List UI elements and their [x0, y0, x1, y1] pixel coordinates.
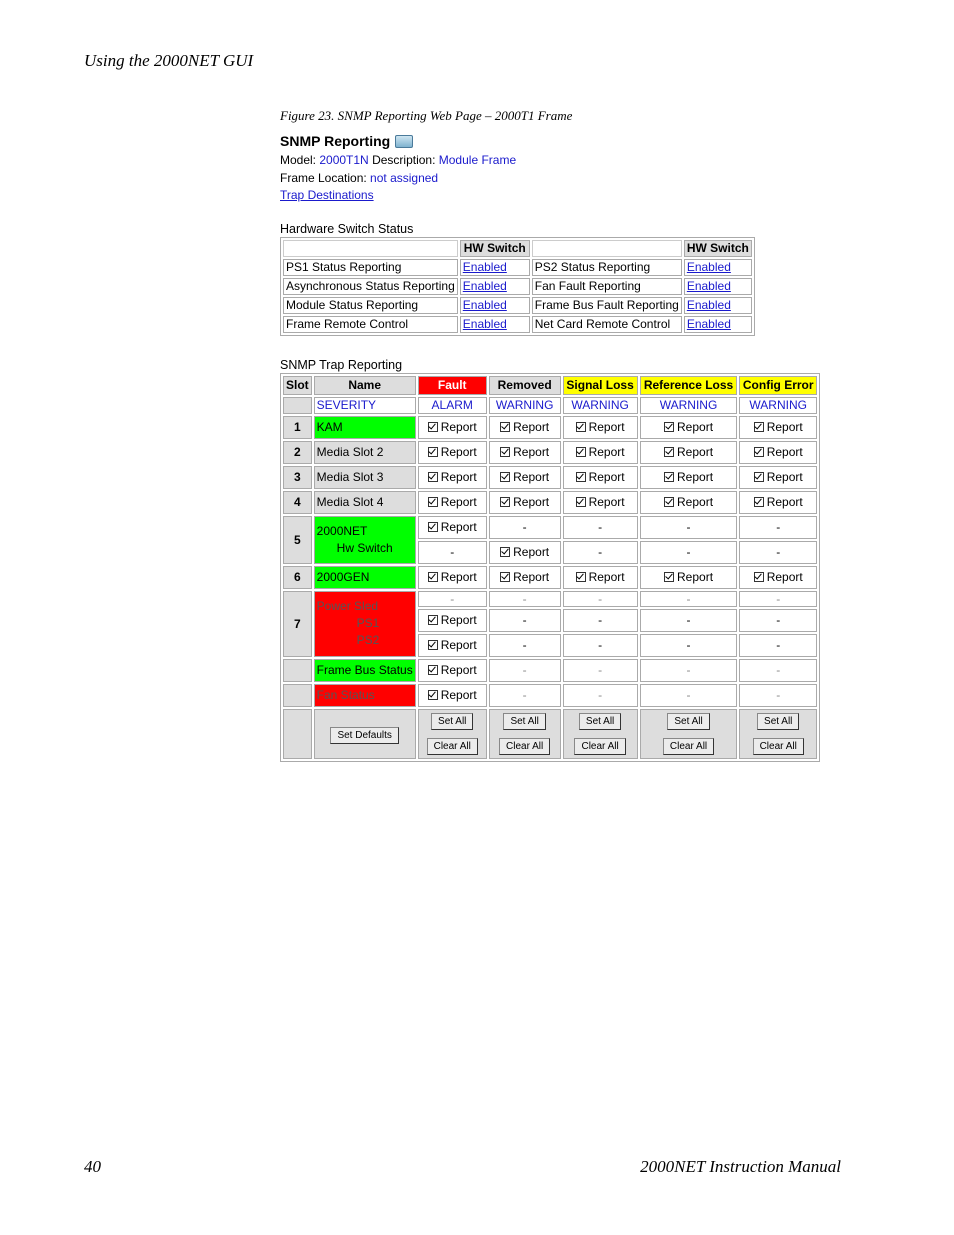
table-row: [283, 466, 817, 489]
report-checkbox[interactable]: Report: [500, 467, 549, 487]
checkbox-checked-icon: [664, 497, 674, 507]
empty-cell: -: [563, 516, 638, 539]
slot-name: Media Slot 4: [314, 491, 416, 514]
hw-label: Net Card Remote Control: [532, 316, 682, 333]
hw-switch-link[interactable]: Enabled: [462, 259, 507, 274]
report-checkbox[interactable]: Report: [428, 610, 477, 630]
checkbox-checked-icon: [428, 522, 438, 532]
slot-name-line: Hw Switch: [336, 540, 393, 555]
report-checkbox[interactable]: Report: [576, 417, 625, 437]
col-header: Fault: [418, 376, 487, 395]
set-all-button[interactable]: Set All: [431, 713, 473, 730]
severity-row: [283, 397, 817, 414]
table-row: [283, 566, 817, 589]
hw-label: Frame Remote Control: [283, 316, 458, 333]
report-checkbox[interactable]: Report: [754, 442, 803, 462]
checkbox-checked-icon: [664, 572, 674, 582]
severity-link[interactable]: WARNING: [659, 397, 718, 412]
slot-name: KAM: [314, 416, 416, 439]
empty-cell: -: [739, 541, 817, 564]
slot-name-line: Power Sled: [316, 599, 379, 613]
checkbox-checked-icon: [664, 472, 674, 482]
slot-number: 1: [283, 416, 312, 439]
slot-number: 4: [283, 491, 312, 514]
slot-number: 3: [283, 466, 312, 489]
checkbox-checked-icon: [428, 572, 438, 582]
empty-cell: -: [739, 516, 817, 539]
report-checkbox[interactable]: Report: [754, 467, 803, 487]
empty-cell: -: [489, 634, 561, 657]
col-header: Reference Loss: [640, 376, 738, 395]
slot-name: Media Slot 3: [314, 466, 416, 489]
empty-cell: -: [739, 684, 817, 707]
report-checkbox[interactable]: Report: [428, 635, 477, 655]
slot-name-line: 2000NET: [316, 523, 368, 538]
hw-header-blank: [532, 240, 682, 257]
checkbox-checked-icon: [428, 615, 438, 625]
severity-link[interactable]: ALARM: [431, 397, 473, 412]
trap-destinations-link[interactable]: Trap Destinations: [280, 188, 374, 202]
hw-header-blank: [283, 240, 458, 257]
empty-cell: -: [563, 541, 638, 564]
empty-cell: -: [640, 516, 738, 539]
refresh-icon[interactable]: [395, 135, 413, 148]
checkbox-checked-icon: [428, 665, 438, 675]
hw-label: Module Status Reporting: [283, 297, 458, 314]
set-all-button[interactable]: Set All: [757, 713, 799, 730]
empty-cell: -: [418, 541, 487, 564]
empty-cell: -: [640, 541, 738, 564]
checkbox-checked-icon: [500, 422, 510, 432]
hw-label: Fan Fault Reporting: [532, 278, 682, 295]
empty-cell: -: [640, 591, 738, 607]
table-row: [283, 659, 817, 682]
severity-label: SEVERITY: [314, 397, 416, 414]
set-all-button[interactable]: Set All: [667, 713, 709, 730]
hw-switch-link[interactable]: Enabled: [686, 316, 731, 331]
trap-section-title: SNMP Trap Reporting: [280, 357, 403, 372]
empty-cell: -: [489, 591, 561, 607]
empty-cell: -: [489, 516, 561, 539]
report-checkbox[interactable]: Report: [428, 567, 477, 587]
empty-cell: -: [563, 684, 638, 707]
checkbox-checked-icon: [428, 497, 438, 507]
report-checkbox[interactable]: Report: [428, 467, 477, 487]
report-checkbox[interactable]: Report: [500, 542, 549, 562]
slot-name: [314, 516, 416, 564]
report-checkbox[interactable]: Report: [576, 442, 625, 462]
set-all-button[interactable]: Set All: [579, 713, 621, 730]
slot-number: [283, 659, 312, 682]
checkbox-checked-icon: [754, 497, 764, 507]
col-header: Removed: [489, 376, 561, 395]
slot-name: Frame Bus Status: [314, 659, 416, 682]
col-header: Name: [314, 376, 416, 395]
empty-cell: -: [563, 634, 638, 657]
checkbox-checked-icon: [500, 472, 510, 482]
col-header: Signal Loss: [563, 376, 638, 395]
checkbox-checked-icon: [576, 422, 586, 432]
checkbox-checked-icon: [754, 422, 764, 432]
clear-all-button[interactable]: Clear All: [499, 738, 550, 755]
page-number: 40: [84, 1157, 101, 1176]
table-row: [283, 441, 817, 464]
report-checkbox[interactable]: Report: [500, 567, 549, 587]
slot-name: Media Slot 2: [314, 441, 416, 464]
hw-switch-link[interactable]: Enabled: [462, 278, 507, 293]
running-header: Using the 2000NET GUI: [84, 51, 254, 70]
empty-cell: -: [489, 684, 561, 707]
empty-cell: -: [563, 659, 638, 682]
hw-label: Asynchronous Status Reporting: [283, 278, 458, 295]
checkbox-checked-icon: [754, 472, 764, 482]
report-checkbox[interactable]: Report: [664, 492, 713, 512]
location-label: Frame Location:: [280, 170, 371, 185]
manual-title: 2000NET Instruction Manual: [640, 1157, 841, 1176]
severity-link[interactable]: WARNING: [495, 397, 554, 412]
report-checkbox[interactable]: Report: [576, 467, 625, 487]
report-checkbox[interactable]: Report: [428, 442, 477, 462]
slot-name: [314, 591, 416, 657]
table-row: [283, 516, 817, 539]
table-row: [283, 416, 817, 439]
empty-cell: -: [489, 659, 561, 682]
checkbox-checked-icon: [576, 497, 586, 507]
description-value: Module Frame: [438, 153, 517, 167]
checkbox-checked-icon: [428, 690, 438, 700]
report-checkbox[interactable]: Report: [428, 492, 477, 512]
slot-name: 2000GEN: [314, 566, 416, 589]
table-row: [283, 259, 752, 276]
button-row: [283, 709, 817, 759]
hw-header: HW Switch: [460, 240, 530, 257]
figure-caption: Figure 23. SNMP Reporting Web Page – 2000T1 Frame: [280, 108, 573, 123]
model-value: 2000T1N: [319, 153, 369, 167]
table-row: [283, 684, 817, 707]
description-label: Description:: [368, 153, 439, 167]
checkbox-checked-icon: [500, 497, 510, 507]
report-checkbox[interactable]: Report: [576, 567, 625, 587]
hw-switch-link[interactable]: Enabled: [686, 278, 731, 293]
checkbox-checked-icon: [500, 447, 510, 457]
report-checkbox[interactable]: Report: [664, 467, 713, 487]
empty-cell: -: [739, 609, 817, 632]
report-checkbox[interactable]: Report: [500, 442, 549, 462]
empty-cell: -: [640, 609, 738, 632]
checkbox-checked-icon: [500, 572, 510, 582]
hw-switch-link[interactable]: Enabled: [686, 259, 731, 274]
hw-label: PS2 Status Reporting: [532, 259, 682, 276]
col-header: Config Error: [739, 376, 817, 395]
checkbox-checked-icon: [754, 572, 764, 582]
checkbox-checked-icon: [754, 447, 764, 457]
hw-switch-link[interactable]: Enabled: [462, 297, 507, 312]
slot-number: 7: [283, 591, 312, 657]
checkbox-checked-icon: [576, 472, 586, 482]
empty-cell: -: [640, 684, 738, 707]
report-checkbox[interactable]: Report: [664, 417, 713, 437]
empty-cell: -: [739, 591, 817, 607]
severity-link[interactable]: WARNING: [749, 397, 807, 412]
hw-label: PS1 Status Reporting: [283, 259, 458, 276]
empty-cell: -: [739, 659, 817, 682]
hardware-switch-table: [280, 237, 755, 336]
checkbox-checked-icon: [428, 472, 438, 482]
table-row: [283, 297, 752, 314]
severity-link[interactable]: WARNING: [571, 397, 629, 412]
snmp-reporting-screenshot: [280, 130, 820, 762]
report-checkbox[interactable]: Report: [428, 685, 477, 705]
report-checkbox[interactable]: Report: [500, 417, 549, 437]
page-title-text: SNMP Reporting: [280, 133, 391, 149]
slot-name-line: PS2: [356, 633, 380, 647]
checkbox-checked-icon: [576, 447, 586, 457]
table-row: [283, 316, 752, 333]
model-line: [280, 152, 820, 170]
report-checkbox[interactable]: Report: [428, 517, 477, 537]
checkbox-checked-icon: [428, 640, 438, 650]
empty-cell: -: [563, 591, 638, 607]
report-checkbox[interactable]: Report: [576, 492, 625, 512]
report-checkbox[interactable]: Report: [664, 567, 713, 587]
clear-all-button[interactable]: Clear All: [663, 738, 714, 755]
report-checkbox[interactable]: Report: [754, 417, 803, 437]
col-header: Slot: [283, 376, 312, 395]
clear-all-button[interactable]: Clear All: [753, 738, 804, 755]
hw-section-title: Hardware Switch Status: [280, 221, 414, 236]
report-checkbox[interactable]: Report: [754, 492, 803, 512]
table-row: [283, 491, 817, 514]
checkbox-checked-icon: [500, 547, 510, 557]
hw-switch-link[interactable]: Enabled: [686, 297, 731, 312]
set-all-button[interactable]: Set All: [503, 713, 545, 730]
location-line: [280, 170, 820, 188]
slot-name: Fan Status: [314, 684, 416, 707]
table-row: [283, 591, 817, 607]
slot-number: [283, 684, 312, 707]
report-checkbox[interactable]: Report: [754, 567, 803, 587]
clear-all-button[interactable]: Clear All: [427, 738, 478, 755]
empty-cell: -: [489, 609, 561, 632]
set-defaults-button[interactable]: Set Defaults: [330, 727, 398, 744]
slot-number: 5: [283, 516, 312, 564]
empty-cell: -: [739, 634, 817, 657]
table-row: [283, 278, 752, 295]
hw-header: HW Switch: [684, 240, 752, 257]
hw-label: Frame Bus Fault Reporting: [532, 297, 682, 314]
slot-name-line: PS1: [356, 616, 380, 630]
snmp-trap-table: [280, 373, 820, 762]
empty-cell: -: [418, 591, 487, 607]
empty-cell: -: [563, 609, 638, 632]
clear-all-button[interactable]: Clear All: [574, 738, 625, 755]
report-checkbox[interactable]: Report: [428, 417, 477, 437]
page-title: [280, 130, 820, 152]
slot-number: 2: [283, 441, 312, 464]
model-label: Model:: [280, 153, 320, 167]
checkbox-checked-icon: [428, 422, 438, 432]
report-checkbox[interactable]: Report: [500, 492, 549, 512]
slot-number: 6: [283, 566, 312, 589]
location-value: not assigned: [370, 170, 439, 185]
empty-cell: -: [640, 634, 738, 657]
report-checkbox[interactable]: Report: [428, 660, 477, 680]
report-checkbox[interactable]: Report: [664, 442, 713, 462]
empty-cell: -: [640, 659, 738, 682]
checkbox-checked-icon: [428, 447, 438, 457]
hw-switch-link[interactable]: Enabled: [462, 316, 507, 331]
checkbox-checked-icon: [664, 447, 674, 457]
checkbox-checked-icon: [576, 572, 586, 582]
checkbox-checked-icon: [664, 422, 674, 432]
